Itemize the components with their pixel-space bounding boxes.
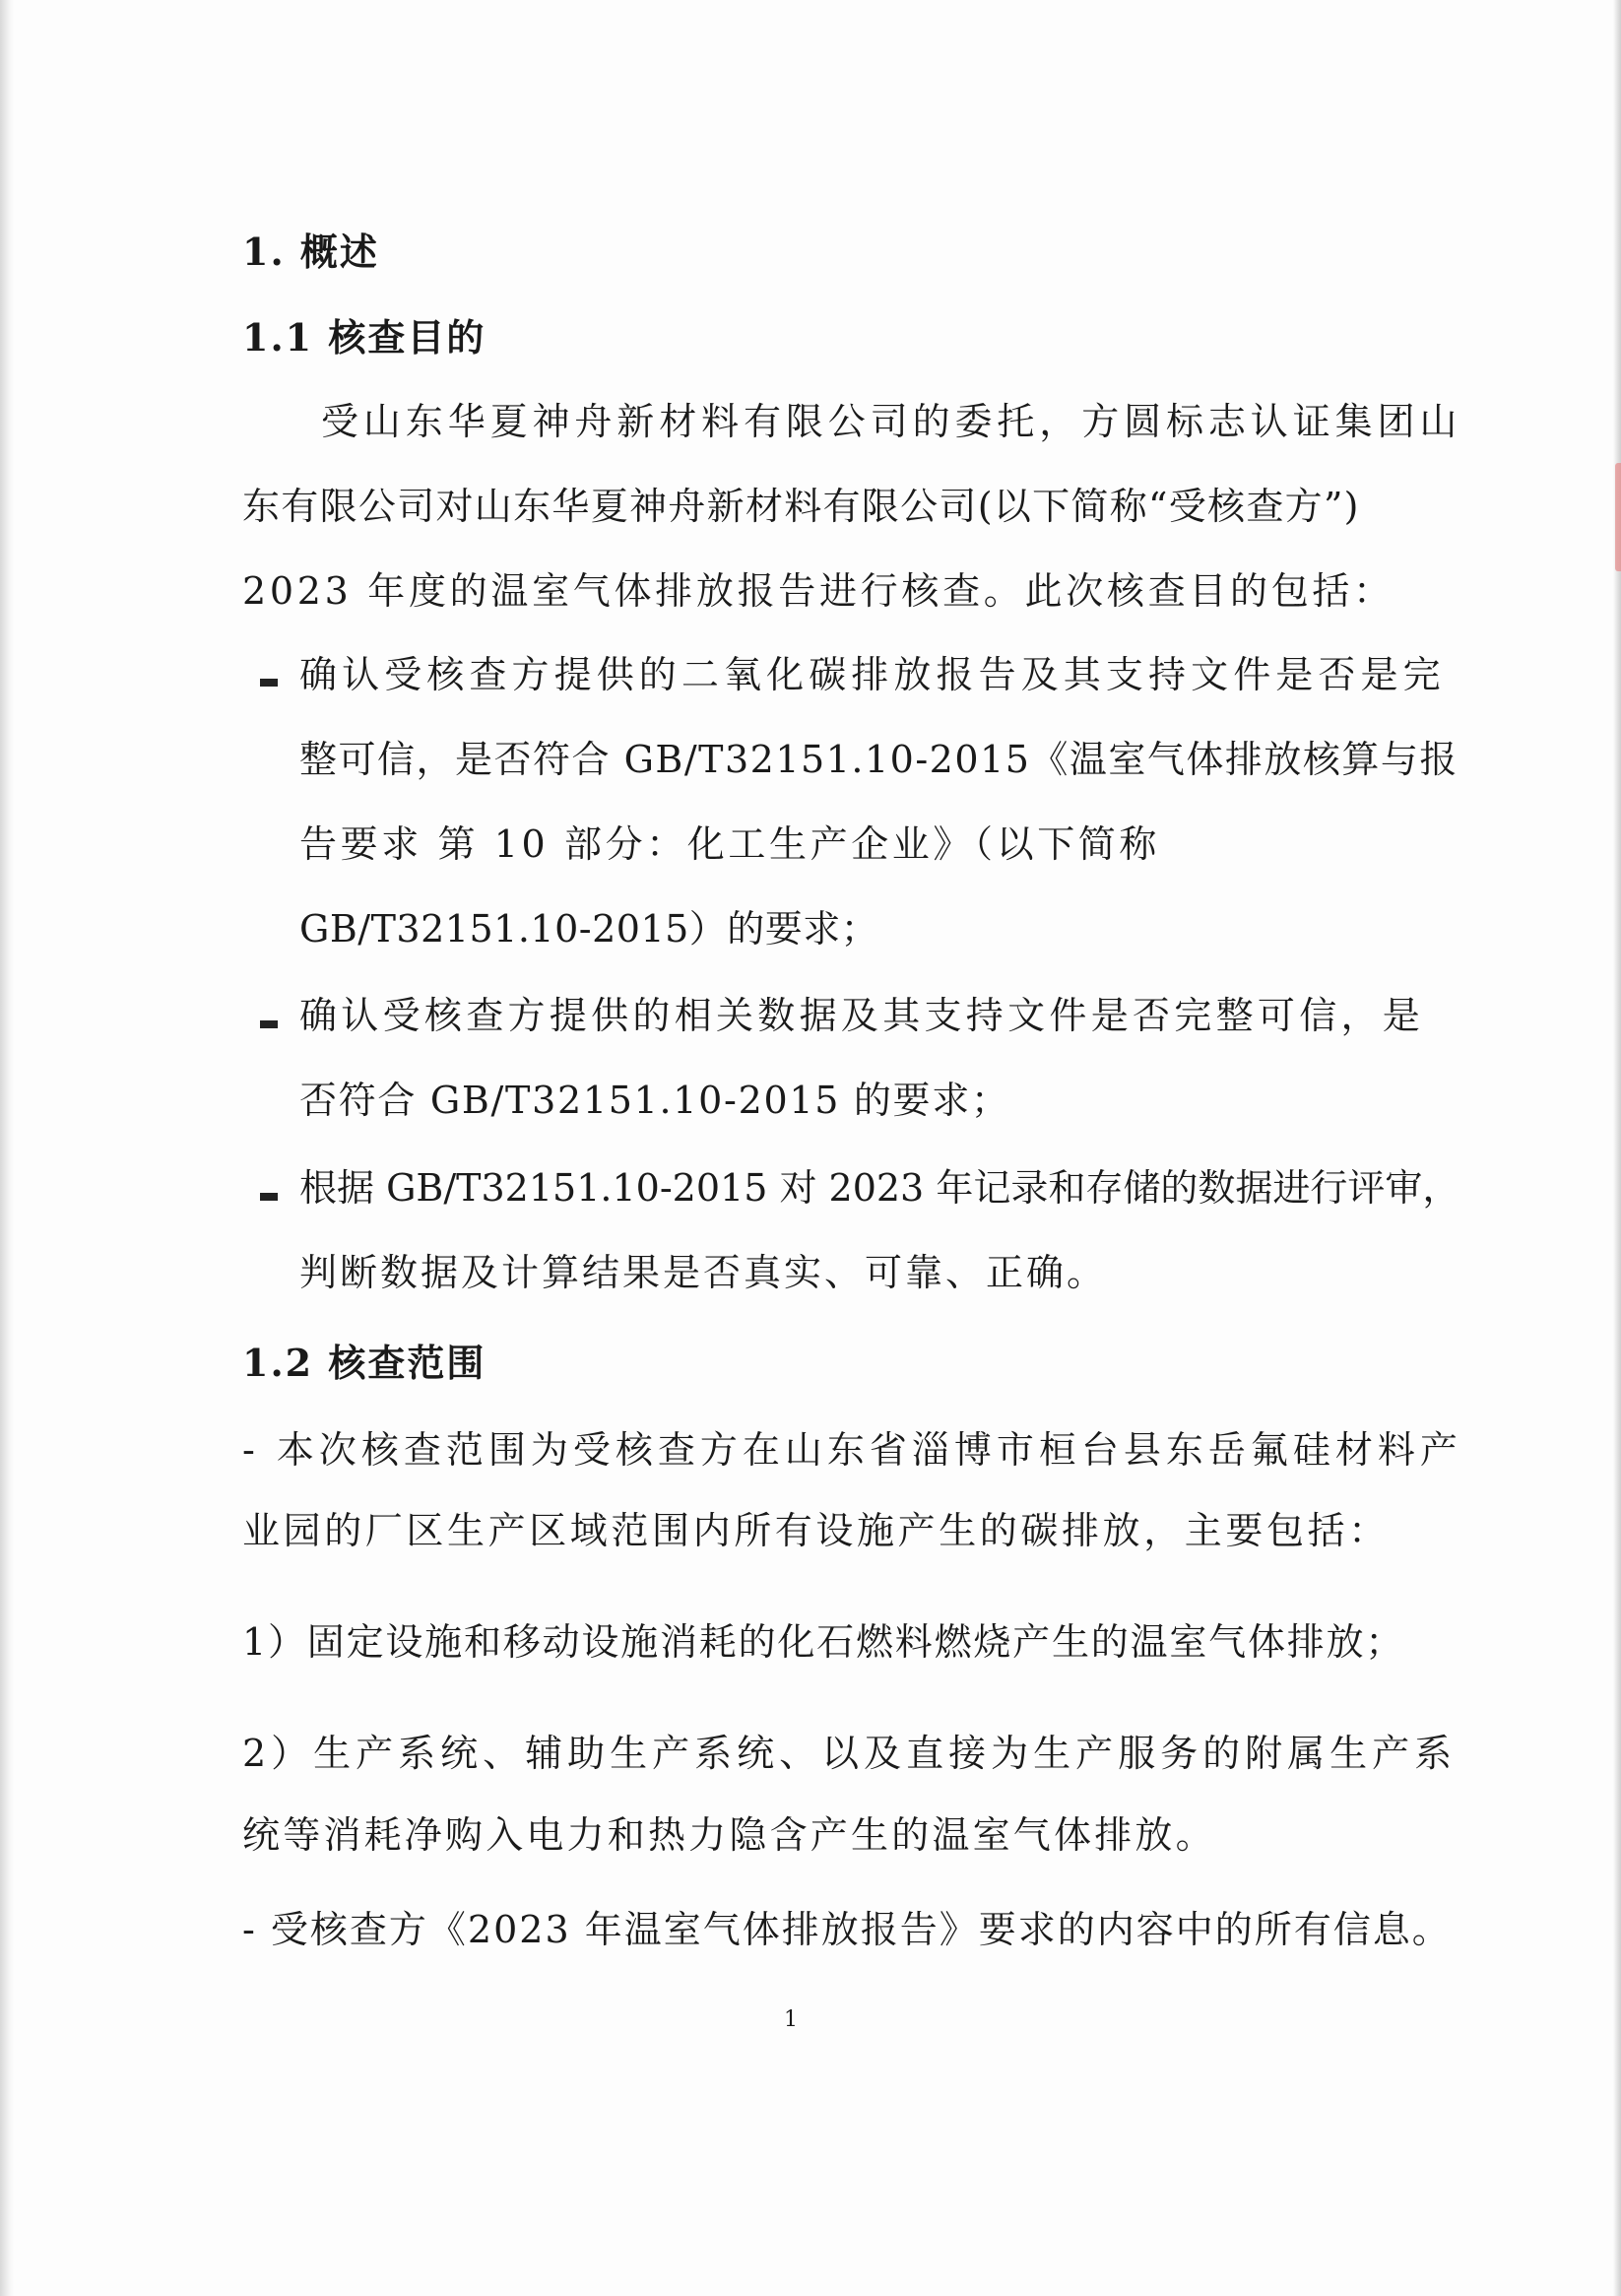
bullet-item-line: 确认受核查方提供的相关数据及其支持文件是否完整可信，是 xyxy=(299,994,1425,1037)
scope-line: - 本次核查范围为受核查方在山东省淄博市桓台县东岳氟硅材料产 xyxy=(242,1428,1462,1472)
section-heading-overview: 1. 概述 xyxy=(242,230,379,274)
scope-line: - 受核查方《2023 年温室气体排放报告》要求的内容中的所有信息。 xyxy=(242,1908,1452,1951)
section-heading-purpose: 1.1 核查目的 xyxy=(242,315,486,360)
purpose-paragraph-line: 2023 年度的温室气体排放报告进行核查。此次核查目的包括： xyxy=(242,569,1394,613)
bullet-item-line: 整可信，是否符合 GB/T32151.10-2015《温室气体排放核算与报 xyxy=(299,738,1459,781)
scan-mark xyxy=(1615,463,1621,571)
section-heading-scope: 1.2 核查范围 xyxy=(242,1341,486,1385)
bullet-item-line: 告要求 第 10 部分：化工生产企业》（以下简称 xyxy=(299,822,1160,866)
bullet-marker xyxy=(260,1193,278,1201)
bullet-item-line: 否符合 GB/T32151.10-2015 的要求； xyxy=(299,1079,1010,1122)
scope-line: 1）固定设施和移动设施消耗的化石燃料燃烧产生的温室气体排放； xyxy=(242,1620,1405,1664)
scan-edge-left xyxy=(0,0,14,2296)
bullet-item-line: 确认受核查方提供的二氧化碳排放报告及其支持文件是否是完 xyxy=(299,653,1446,696)
scan-edge-right xyxy=(1613,0,1621,2296)
purpose-paragraph-line: 受山东华夏神舟新材料有限公司的委托，方圆标志认证集团山 xyxy=(321,400,1462,443)
purpose-paragraph-line: 东有限公司对山东华夏神舟新材料有限公司(以下简称“受核查方”) xyxy=(242,485,1360,528)
scope-line: 统等消耗净购入电力和热力隐含产生的温室气体排放。 xyxy=(242,1813,1216,1857)
bullet-marker xyxy=(260,679,278,687)
bullet-marker xyxy=(260,1020,278,1028)
page-number: 1 xyxy=(784,2007,798,2032)
bullet-item-line: 判断数据及计算结果是否真实、可靠、正确。 xyxy=(299,1251,1108,1294)
scope-line: 业园的厂区生产区域范围内所有设施产生的碳排放，主要包括： xyxy=(242,1509,1390,1552)
bullet-item-line: 根据 GB/T32151.10-2015 对 2023 年记录和存储的数据进行评审， xyxy=(299,1166,1460,1210)
scope-line: 2）生产系统、辅助生产系统、以及直接为生产服务的附属生产系 xyxy=(242,1732,1458,1775)
bullet-item-line: GB/T32151.10-2015）的要求； xyxy=(299,907,879,951)
